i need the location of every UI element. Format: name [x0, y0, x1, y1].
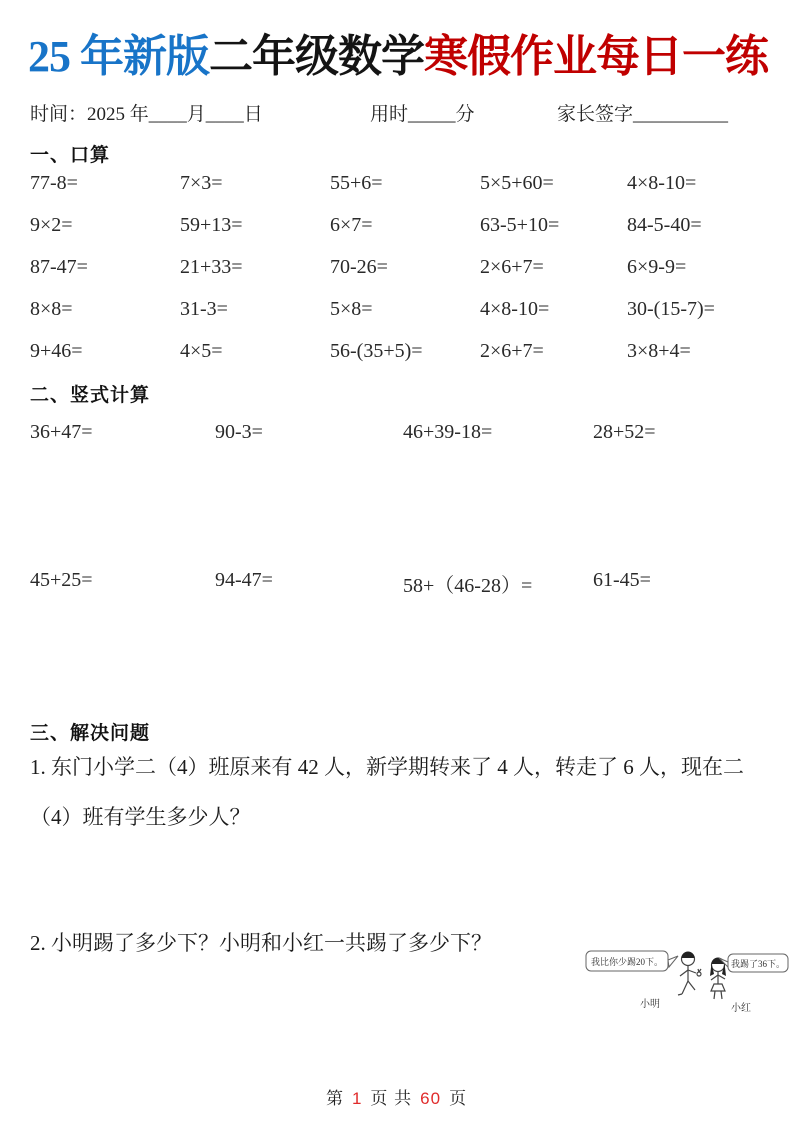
vertical-problem: 36+47=: [30, 421, 93, 443]
footer-prefix: 第: [325, 1089, 344, 1108]
oral-problem: 84-5-40=: [627, 213, 702, 236]
oral-problem: 5×5+60=: [480, 171, 554, 194]
vertical-calc-row: [30, 569, 770, 598]
vertical-problem: 90-3=: [215, 421, 263, 443]
vertical-problem: 28+52=: [593, 421, 656, 443]
vertical-problem: 94-47=: [215, 569, 273, 591]
oral-problem: 21+33=: [180, 255, 243, 278]
boy-label: 小明: [640, 999, 660, 1010]
oral-problem: 5×8=: [330, 297, 373, 320]
oral-problem: 6×9-9=: [627, 255, 687, 278]
page-footer: [0, 1084, 793, 1109]
page-title: [28, 20, 790, 84]
oral-problem: 77-8=: [30, 171, 78, 194]
oral-problem: 9×2=: [30, 213, 73, 236]
boy-figure: [678, 952, 701, 996]
section-heading-oral-calc: 一、口算: [30, 145, 111, 166]
oral-problem: 31-3=: [180, 297, 228, 320]
speech-bubble-left: [586, 951, 678, 971]
oral-problem: 56-(35+5)=: [330, 339, 423, 362]
oral-calc-grid: [30, 162, 770, 372]
oral-problem: 4×8-10=: [480, 297, 550, 320]
girl-figure: [710, 958, 726, 1000]
oral-problem: 2×6+7=: [480, 339, 544, 362]
oral-problem: 59+13=: [180, 213, 243, 236]
oral-problem: 55+6=: [330, 171, 383, 194]
date-blank-field: 时间：2025 年____月____日: [30, 104, 263, 125]
oral-problem: 6×7=: [330, 213, 373, 236]
parent-signature-blank-field: 家长签字__________: [557, 104, 729, 125]
vertical-problem: 46+39-18=: [403, 421, 493, 443]
footer-total-pages: 60: [420, 1089, 442, 1108]
oral-problem: 4×8-10=: [627, 171, 697, 194]
speech-bubble-left-text: 我比你少踢20下。: [590, 957, 664, 967]
oral-problem: 8×8=: [30, 297, 73, 320]
speech-bubble-right-text: 我踢了36下。: [730, 959, 786, 969]
title-grade: 二年级数学: [209, 32, 424, 81]
oral-problem: 4×5=: [180, 339, 223, 362]
duration-blank-field: 用时_____分: [370, 104, 475, 125]
vertical-problem: 61-45=: [593, 569, 651, 591]
vertical-calc-row: [30, 421, 770, 444]
title-edition: 25 年新版: [28, 32, 209, 81]
kids-kicking-illustration: [585, 945, 790, 1048]
word-problem-2: 2. 小明踢了多少下？小明和小红一共踢了多少下？: [30, 931, 492, 955]
oral-problem: 30-(15-7)=: [627, 297, 715, 320]
oral-problem: 87-47=: [30, 255, 88, 278]
girl-label: 小红: [731, 1003, 751, 1014]
info-line: [30, 99, 770, 125]
vertical-problem: 58+（46-28）=: [403, 575, 533, 597]
footer-page-number: 1: [351, 1089, 363, 1108]
word-problem-1: 1. 东门小学二（4）班原来有 42 人，新学期转来了 4 人，转走了 6 人，现在二（4）班有学生多少人？: [30, 755, 744, 829]
vertical-problem: 45+25=: [30, 569, 93, 591]
oral-problem: 70-26=: [330, 255, 388, 278]
oral-problem: 2×6+7=: [480, 255, 544, 278]
oral-problem: 9+46=: [30, 339, 83, 362]
oral-problem: 3×8+4=: [627, 339, 691, 362]
title-topic: 寒假作业每日一练: [424, 32, 768, 81]
speech-bubble-right: [719, 954, 788, 972]
section-heading-word-problems: 三、解决问题: [30, 723, 151, 744]
oral-problem: 7×3=: [180, 171, 223, 194]
footer-suffix: 页: [449, 1089, 468, 1108]
oral-problem: 63-5+10=: [480, 213, 560, 236]
footer-infix: 页 共: [370, 1089, 413, 1108]
section-heading-vertical-calc: 二、竖式计算: [30, 385, 151, 406]
